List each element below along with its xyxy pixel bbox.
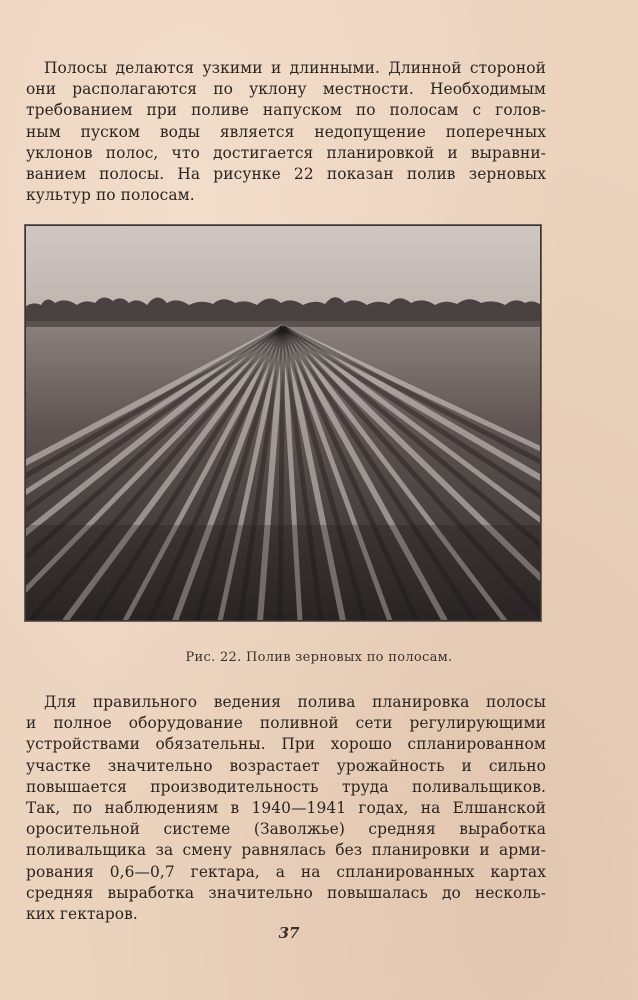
text-line: ких гектаров. bbox=[26, 905, 138, 924]
text-line: участке значительно возрастает урожайность и сильно bbox=[26, 756, 546, 775]
text-line: Так, по наблюдениям в 1940—1941 годах, на Елшанской bbox=[26, 799, 546, 818]
figure-photo-irrigated-field bbox=[24, 224, 542, 622]
page-number: 37 bbox=[278, 924, 300, 942]
figure-caption: Рис. 22. Полив зерновых по полосам. bbox=[185, 650, 453, 665]
text-line: уклонов полос, что достигается планировкой и выравни- bbox=[26, 143, 546, 162]
text-line: поливальщика за смену равнялась без планировки и арми- bbox=[26, 841, 546, 860]
paragraph-strips-description bbox=[26, 58, 546, 206]
text-line: повышается производительность труда поливальщиков. bbox=[26, 777, 546, 796]
text-line: Для правильного ведения полива планировка полосы bbox=[44, 693, 546, 711]
text-line: они располагаются по уклону местности. Необходимым bbox=[26, 80, 546, 99]
text-line: требованием при поливе напуском по полосам с голов- bbox=[26, 101, 546, 120]
text-line: средняя выработка значительно повышалась до несколь- bbox=[26, 883, 546, 902]
text-line: Полосы делаются узкими и длинными. Длинной стороной bbox=[44, 59, 546, 77]
text-line: рования 0,6—0,7 гектара, а на спланированных картах bbox=[26, 862, 546, 881]
paragraph-planning-importance bbox=[26, 692, 546, 925]
text-line: ным пуском воды является недопущение поперечных bbox=[26, 122, 546, 141]
text-line: ванием полосы. На рисунке 22 показан полив зерновых bbox=[26, 165, 546, 184]
text-line: культур по полосам. bbox=[26, 186, 195, 205]
text-line: и полное оборудование поливной сети регулирующими bbox=[26, 714, 546, 733]
text-line: оросительной системе (Заволжье) средняя выработка bbox=[26, 820, 546, 839]
text-line: устройствами обязательны. При хорошо спланированном bbox=[26, 735, 546, 754]
